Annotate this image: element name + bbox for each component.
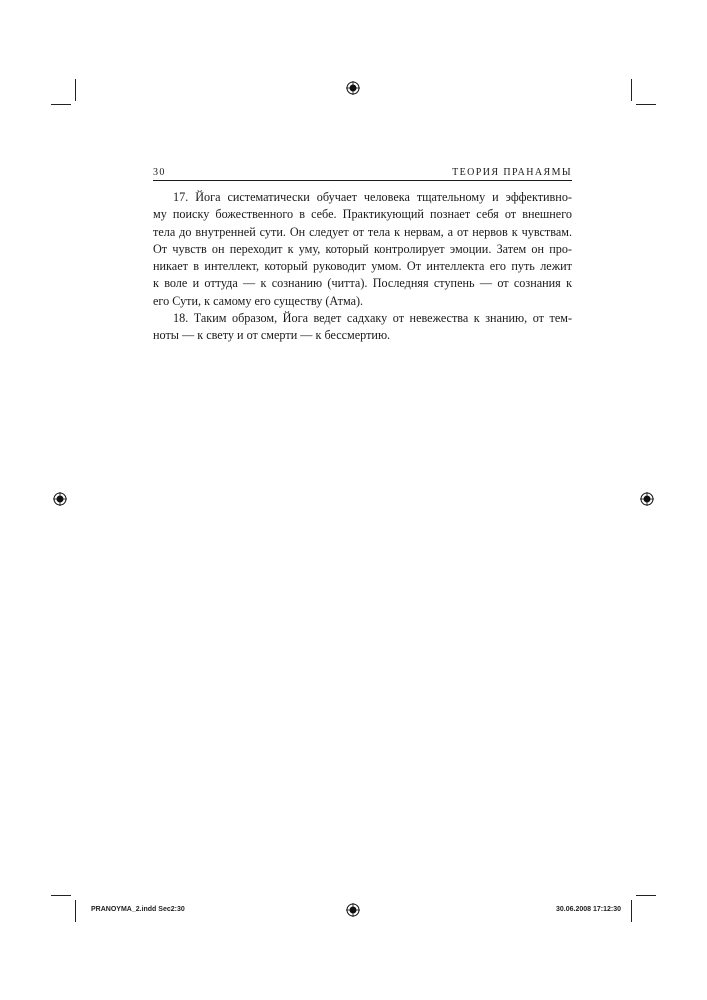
- crop-mark-top-right-h: [636, 104, 656, 105]
- header-rule: [153, 180, 572, 181]
- crop-mark-bottom-left-v: [75, 900, 76, 922]
- crop-mark-bottom-right-v: [631, 900, 632, 922]
- running-header: [153, 165, 572, 181]
- text-line: никает в интеллект, который руководит умом. От интеллекта его путь лежит: [153, 259, 572, 274]
- text-line: к воле и оттуда — к сознанию (читта). Последняя ступень — от сознания к: [153, 276, 572, 291]
- text-line: 17. Йога систематически обучает человека тщательному и эффективно-: [173, 190, 572, 204]
- text-line: его Сути, к самому его существу (Атма).: [153, 293, 364, 308]
- slug-file-info: PRANOYMA_2.indd Sec2:30: [91, 906, 185, 913]
- crop-mark-top-right-v: [631, 79, 632, 101]
- text-line: ноты — к свету и от смерти — к бессмертию.: [153, 328, 391, 343]
- registration-mark-icon-top: [346, 81, 360, 95]
- paragraph-17: [153, 189, 572, 310]
- paragraph-18: [153, 310, 572, 345]
- crop-mark-top-left-v: [75, 79, 76, 101]
- registration-mark-icon-right: [640, 492, 654, 506]
- page-number: 30: [153, 167, 166, 178]
- crop-mark-top-left-h: [51, 104, 71, 105]
- text-line: 18. Таким образом, Йога ведет садхаку от невежества к знанию, от тем-: [173, 311, 572, 326]
- body-text: [153, 189, 572, 345]
- slug-datetime: 30.06.2008 17:12:30: [556, 906, 621, 913]
- registration-mark-icon-left: [53, 492, 67, 506]
- text-line: От чувств он переходит к уму, который контролирует эмоции. Затем он про-: [153, 241, 572, 256]
- registration-mark-icon-bottom: [346, 903, 360, 917]
- running-title: ТЕОРИЯ ПРАНАЯМЫ: [452, 167, 572, 178]
- crop-mark-bottom-left-h: [51, 895, 71, 896]
- text-line: тела до внутренней сути. Он следует от тела к нервам, а от нервов к чувствам.: [153, 224, 572, 239]
- text-line: му поиску божественного в себе. Практикующий познает себя от внешнего: [153, 207, 572, 222]
- crop-mark-bottom-right-h: [636, 895, 656, 896]
